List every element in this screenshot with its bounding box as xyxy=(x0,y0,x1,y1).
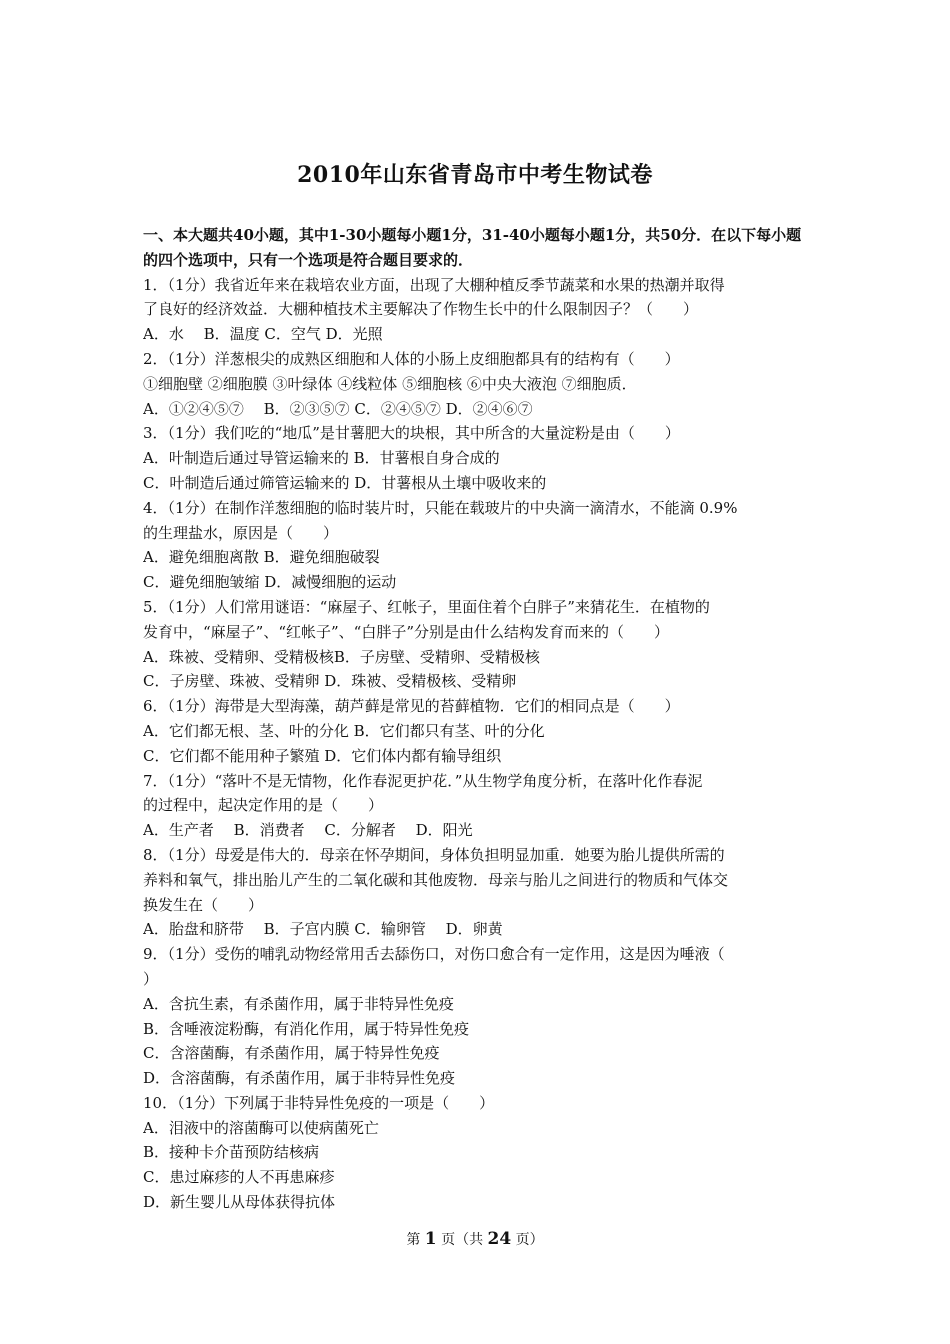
text-line: 发育中，“麻屋子”、“红帐子”、“白胖子”分别是由什么结构发育而来的（ ） xyxy=(143,622,670,641)
text-line: C．子房壁、珠被、受精卵 D．珠被、受精极核、受精卵 xyxy=(143,672,517,691)
text-line: C．叶制造后通过筛管运输来的 D．甘薯根从土壤中吸收来的 xyxy=(143,473,547,492)
page-title: 2010年山东省青岛市中考生物试卷 xyxy=(297,162,653,188)
section-heading: 一、本大题共40小题，其中1-30小题每小题1分，31-40小题每小题1分，共50分．在以下每小题的四个选项中，只有一个选项是符合题目要求的． xyxy=(143,226,802,269)
text-line: C．避免细胞皱缩 D．减慢细胞的运动 xyxy=(143,573,397,592)
footer-total-pages: 24 xyxy=(487,1229,512,1249)
text-line: A．珠被、受精卵、受精极核B．子房壁、受精卵、受精极核 xyxy=(143,647,540,666)
text-line: 7．（1分）“落叶不是无情物，化作春泥更护花．”从生物学角度分析，在落叶化作春泥 xyxy=(143,771,703,790)
text-line: A．它们都无根、茎、叶的分化 B．它们都只有茎、叶的分化 xyxy=(143,721,545,740)
text-line: ） xyxy=(143,969,159,988)
text-line: A．泪液中的溶菌酶可以使病菌死亡 xyxy=(143,1118,379,1137)
text-line: 8．（1分）母爱是伟大的．母亲在怀孕期间，身体负担明显加重．她要为胎儿提供所需的 xyxy=(143,845,725,864)
text-line: 9．（1分）受伤的哺乳动物经常用舌去舔伤口，对伤口愈合有一定作用，这是因为唾液（ xyxy=(143,945,725,964)
text-line: 1．（1分）我省近年来在栽培农业方面，出现了大棚种植反季节蔬菜和水果的热潮并取得 xyxy=(143,275,725,294)
text-line: 了良好的经济效益．大棚种植技术主要解决了作物生长中的什么限制因子？（ ） xyxy=(143,300,699,319)
text-line: A．叶制造后通过导管运输来的 B．甘薯根自身合成的 xyxy=(143,449,500,468)
text-line: 换发生在（ ） xyxy=(143,895,264,914)
text-line: 4．（1分）在制作洋葱细胞的临时装片时，只能在载玻片的中央滴一滴清水，不能滴 0.9% xyxy=(143,498,738,517)
text-line: 6．（1分）海带是大型海藻，葫芦藓是常见的苔藓植物．它们的相同点是（ ） xyxy=(143,697,680,716)
text-line: 养料和氧气，排出胎儿产生的二氧化碳和其他废物．母亲与胎儿之间进行的物质和气体交 xyxy=(143,870,729,889)
question-body xyxy=(143,223,807,1215)
text-line: A．①②④⑤⑦ B．②③⑤⑦ C．②④⑤⑦ D．②④⑥⑦ xyxy=(143,399,533,418)
text-line: A．避免细胞离散 B．避免细胞破裂 xyxy=(143,548,380,567)
text-line: B．接种卡介苗预防结核病 xyxy=(143,1143,320,1162)
text-line: A．胎盘和脐带 B．子宫内膜 C．输卵管 D．卵黄 xyxy=(143,920,503,939)
text-line: A．含抗生素，有杀菌作用，属于非特异性免疫 xyxy=(143,994,454,1013)
text-line: 5．（1分）人们常用谜语：“麻屋子、红帐子，里面住着个白胖子”来猜花生．在植物的 xyxy=(143,597,710,616)
text-line: 2．（1分）洋葱根尖的成熟区细胞和人体的小肠上皮细胞都具有的结构有（ ） xyxy=(143,349,680,368)
footer-prefix: 第 xyxy=(406,1232,421,1248)
text-line: D．新生婴儿从母体获得抗体 xyxy=(143,1193,336,1212)
text-line: 的过程中，起决定作用的是（ ） xyxy=(143,796,384,815)
text-line: C．含溶菌酶，有杀菌作用，属于特异性免疫 xyxy=(143,1044,440,1063)
text-line: 10．（1分）下列属于非特异性免疫的一项是（ ） xyxy=(143,1093,495,1112)
footer-middle: 页（共 xyxy=(441,1232,484,1248)
text-line: 的生理盐水，原因是（ ） xyxy=(143,523,339,542)
footer-page-number: 1 xyxy=(424,1229,437,1249)
text-line: C．它们都不能用种子繁殖 D．它们体内都有输导组织 xyxy=(143,746,502,765)
footer-suffix: 页） xyxy=(515,1232,544,1248)
text-line: 3．（1分）我们吃的“地瓜”是甘薯肥大的块根，其中所含的大量淀粉是由（ ） xyxy=(143,424,680,443)
text-line: ①细胞壁 ②细胞膜 ③叶绿体 ④线粒体 ⑤细胞核 ⑥中央大液泡 ⑦细胞质． xyxy=(143,374,637,393)
text-line: B．含唾液淀粉酶，有消化作用，属于特异性免疫 xyxy=(143,1019,470,1038)
text-line: A．水 B．温度 C．空气 D．光照 xyxy=(143,325,383,344)
text-line: C．患过麻疹的人不再患麻疹 xyxy=(143,1168,335,1187)
text-line: D．含溶菌酶，有杀菌作用，属于非特异性免疫 xyxy=(143,1069,456,1088)
page-footer xyxy=(0,1229,950,1249)
text-line: A．生产者 B．消费者 C．分解者 D．阳光 xyxy=(143,821,473,840)
question-lines xyxy=(143,273,807,1215)
